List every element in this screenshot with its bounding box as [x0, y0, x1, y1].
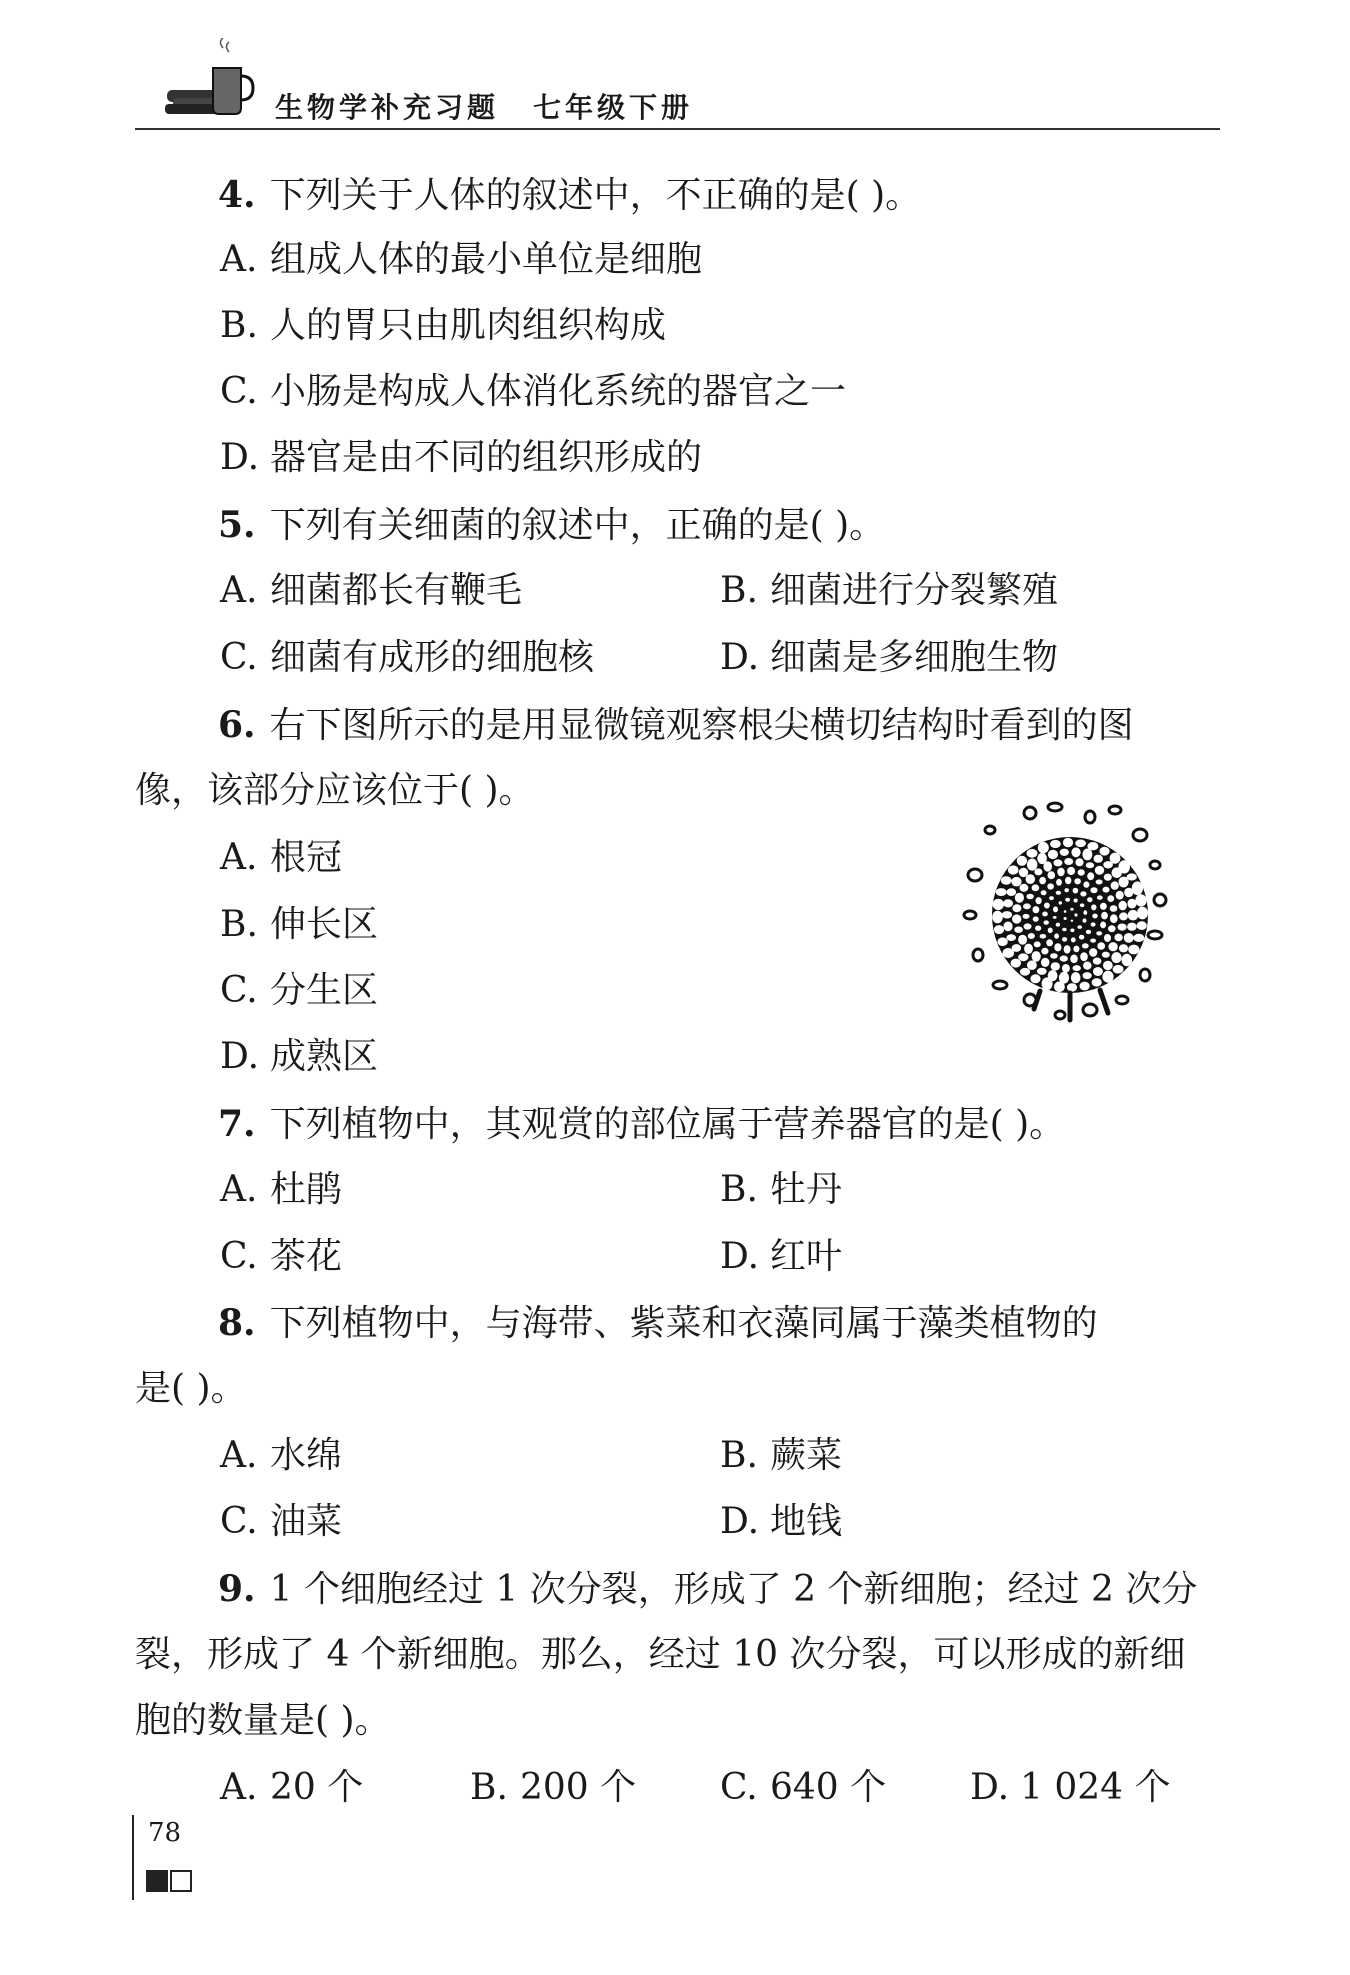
- cell: [1060, 849, 1069, 856]
- cell: [1007, 888, 1017, 896]
- question-8-option-a: A. 水绵: [220, 1435, 343, 1476]
- question-9-stem-cont: 裂，形成了 4 个新细胞。那么，经过 10 次分裂，可以形成的新细: [135, 1634, 1186, 1675]
- question-7-option-a: A. 杜鹃: [220, 1169, 343, 1210]
- cell: [1053, 859, 1062, 866]
- cell: [1035, 926, 1041, 931]
- cell: [1119, 912, 1128, 920]
- cell: [1083, 972, 1092, 979]
- cell: [1027, 849, 1038, 858]
- cell: [1104, 874, 1112, 881]
- cell: [1090, 887, 1097, 893]
- question-9-option-d: D. 1 024 个: [970, 1767, 1171, 1808]
- cell: [1080, 952, 1088, 961]
- cell: [1111, 881, 1119, 889]
- cell: [1064, 945, 1071, 953]
- cell: [1056, 891, 1061, 895]
- cell: [1071, 972, 1081, 983]
- cell: [1087, 897, 1092, 902]
- cell: [1008, 865, 1019, 874]
- cell: [1086, 862, 1094, 868]
- cell: [1110, 853, 1121, 864]
- outer-cell: [993, 981, 1007, 989]
- question-number: 4.: [218, 174, 256, 216]
- cell: [997, 937, 1007, 946]
- cell: [1096, 931, 1102, 935]
- question-6-option-a: A. 根冠: [220, 837, 343, 878]
- cell: [1041, 948, 1048, 955]
- question-7-option-d: D. 红叶: [720, 1236, 843, 1277]
- question-number: 7.: [218, 1103, 256, 1145]
- cell: [1065, 877, 1071, 884]
- cell: [1001, 876, 1012, 884]
- cell: [1083, 881, 1089, 887]
- cell: [1090, 939, 1096, 943]
- cell: [1110, 914, 1118, 923]
- cell: [1053, 916, 1057, 919]
- outer-cell: [985, 826, 995, 834]
- cell: [1002, 911, 1012, 918]
- question-8-stem: 8. 下列植物中，与海带、紫菜和衣藻同属于藻类植物的: [218, 1302, 1098, 1344]
- cell: [1067, 867, 1075, 875]
- cell: [1094, 855, 1103, 863]
- cell: [1114, 934, 1122, 942]
- cell: [1023, 914, 1030, 919]
- root-hair: [1034, 991, 1040, 1009]
- cell: [1064, 858, 1073, 865]
- cell: [1107, 895, 1114, 902]
- cell: [1044, 903, 1050, 909]
- cell: [1049, 896, 1054, 900]
- cell: [1019, 868, 1028, 877]
- outer-cell: [1133, 829, 1147, 841]
- cell: [992, 911, 1003, 924]
- question-6-stem-cont: 像，该部分应该位于( )。: [135, 770, 535, 811]
- cell: [1041, 958, 1050, 967]
- cell: [1104, 934, 1111, 942]
- cell: [1039, 877, 1046, 884]
- cell: [1012, 904, 1021, 912]
- cell: [1137, 907, 1148, 920]
- book-name: 生物学补充习题: [275, 91, 500, 124]
- cell: [1091, 922, 1096, 926]
- cell: [1070, 929, 1074, 933]
- cell: [1092, 978, 1102, 986]
- cell: [1048, 928, 1053, 934]
- question-4-option-d: D. 器官是由不同的组织形成的: [220, 437, 703, 478]
- cell: [1074, 878, 1081, 884]
- question-9-stem-cont2: 胞的数量是( )。: [135, 1700, 391, 1741]
- cell: [1037, 853, 1047, 864]
- cell: [1020, 968, 1030, 976]
- cell: [1110, 905, 1118, 912]
- cell: [1062, 964, 1070, 973]
- question-4-option-a: A. 组成人体的最小单位是细胞: [220, 239, 703, 280]
- cell: [1070, 955, 1078, 964]
- cell: [1027, 960, 1037, 970]
- question-4-option-b: B. 人的胃只由肌肉组织构成: [220, 305, 667, 346]
- root-hair: [1100, 990, 1108, 1013]
- question-6-option-c: C. 分生区: [220, 970, 379, 1011]
- outer-cell: [1083, 1004, 1097, 1016]
- cell: [1096, 880, 1103, 885]
- cell: [1078, 869, 1085, 875]
- cell: [1082, 943, 1089, 948]
- cell: [1077, 925, 1082, 928]
- filled-square-icon: [146, 1870, 168, 1892]
- cell: [1037, 968, 1047, 975]
- cell: [1093, 967, 1103, 976]
- cell: [1127, 923, 1137, 931]
- cell: [1119, 901, 1127, 911]
- question-5-option-d: D. 细菌是多细胞生物: [720, 637, 1059, 678]
- cell: [1074, 913, 1077, 916]
- cell: [1118, 924, 1127, 931]
- cell: [1073, 965, 1081, 971]
- cell: [1044, 920, 1049, 924]
- cell: [994, 925, 1004, 934]
- cell: [1026, 874, 1035, 884]
- question-8-option-c: C. 油菜: [220, 1501, 343, 1542]
- cell: [1033, 906, 1040, 913]
- cell: [1086, 930, 1091, 934]
- cell: [1102, 971, 1113, 983]
- cell: [1079, 935, 1084, 940]
- cell: [1046, 939, 1053, 946]
- cell: [1116, 891, 1124, 900]
- cell: [1048, 871, 1056, 879]
- outer-cell: [1140, 969, 1150, 981]
- cell: [1062, 928, 1067, 932]
- cell: [1128, 910, 1139, 921]
- question-5-option-a: A. 细菌都长有鞭毛: [220, 570, 523, 611]
- cell: [1122, 954, 1133, 966]
- cell: [1056, 923, 1060, 927]
- question-6-stem: 6. 右下图所示的是用显微镜观察根尖横切结构时看到的图: [218, 704, 1134, 746]
- cell: [1128, 945, 1139, 955]
- question-6-option-b: B. 伸长区: [220, 904, 379, 945]
- cell: [1012, 914, 1021, 923]
- cell: [1018, 935, 1027, 945]
- cell: [1003, 922, 1012, 932]
- cell: [1062, 937, 1067, 942]
- cell: [1054, 943, 1061, 951]
- question-number: 9.: [218, 1568, 256, 1610]
- cell: [1065, 898, 1070, 902]
- question-number: 6.: [218, 704, 256, 746]
- cell: [1051, 962, 1060, 970]
- outer-cell: [1055, 1011, 1065, 1019]
- cell: [1083, 910, 1087, 915]
- cell: [1102, 952, 1110, 958]
- grade-label: 七年级下册: [533, 91, 694, 124]
- cell: [996, 888, 1007, 896]
- cell: [1023, 903, 1031, 909]
- cell: [1073, 946, 1079, 953]
- cell: [1064, 910, 1067, 913]
- cell: [1080, 903, 1085, 907]
- cell: [1040, 934, 1047, 939]
- cell: [1024, 923, 1032, 929]
- cell: [1042, 912, 1048, 917]
- cell: [1041, 890, 1047, 895]
- cell: [1071, 937, 1076, 942]
- cell: [1071, 920, 1074, 922]
- cell: [1033, 916, 1039, 921]
- cell: [1108, 942, 1117, 951]
- page-marker-icon: [146, 1870, 194, 1892]
- question-number: 5.: [218, 504, 256, 546]
- cell: [1071, 847, 1080, 857]
- cell: [1050, 840, 1061, 848]
- question-4-option-c: C. 小肠是构成人体消化系统的器官之一: [220, 371, 847, 412]
- page-number: 78: [148, 1818, 182, 1848]
- cell: [1075, 858, 1083, 866]
- cell: [1003, 899, 1013, 907]
- question-9-option-a: A. 20 个: [220, 1767, 364, 1808]
- question-5-option-c: C. 细菌有成形的细胞核: [220, 637, 595, 678]
- cell: [1015, 893, 1024, 903]
- empty-square-icon: [170, 1870, 192, 1892]
- cell: [1014, 927, 1023, 933]
- outer-cell: [1150, 861, 1160, 869]
- question-5-stem: 5. 下列有关细菌的叙述中，正确的是( )。: [218, 504, 886, 546]
- cell: [1036, 897, 1042, 904]
- outer-cell: [1154, 894, 1166, 906]
- cell: [1060, 956, 1068, 962]
- cell: [1042, 977, 1053, 990]
- cell: [1103, 887, 1110, 893]
- cell: [1032, 884, 1040, 891]
- books-and-cup-icon: [163, 38, 273, 128]
- cell: [1127, 899, 1136, 909]
- cell: [1097, 895, 1103, 899]
- question-5-option-b: B. 细菌进行分裂繁殖: [720, 570, 1059, 611]
- outer-cell: [1116, 996, 1128, 1004]
- cell: [1119, 944, 1128, 952]
- cell: [1135, 894, 1146, 906]
- cell: [1057, 868, 1064, 877]
- page-header: [135, 38, 1220, 130]
- outer-cell: [968, 869, 982, 881]
- outer-cell: [1024, 807, 1036, 819]
- question-8-stem-cont: 是( )。: [135, 1368, 247, 1409]
- outer-cell: [1085, 811, 1095, 823]
- outer-cell: [1048, 803, 1062, 811]
- cell: [1032, 951, 1041, 962]
- cell: [1099, 847, 1109, 856]
- cell: [1030, 974, 1040, 983]
- cell: [1054, 933, 1059, 938]
- question-7-option-c: C. 茶花: [220, 1236, 343, 1277]
- cell: [1034, 941, 1041, 947]
- cell: [1089, 948, 1097, 957]
- cell: [1083, 962, 1092, 970]
- cell: [1054, 981, 1065, 992]
- cell: [1034, 868, 1042, 875]
- cell: [1100, 922, 1106, 929]
- cell: [1038, 842, 1049, 853]
- cell: [1006, 934, 1016, 941]
- cell: [1047, 883, 1054, 889]
- cell: [1018, 953, 1028, 961]
- cell: [1097, 942, 1105, 949]
- cell: [1137, 921, 1147, 930]
- question-7-stem: 7. 下列植物中，其观赏的部位属于营养器官的是( )。: [218, 1103, 1066, 1145]
- question-9-stem: 9. 1 个细胞经过 1 次分裂，形成了 2 个新细胞；经过 2 次分: [218, 1568, 1198, 1610]
- outer-cell: [973, 949, 983, 961]
- cell: [1093, 958, 1102, 965]
- cell: [1080, 982, 1090, 991]
- cell: [1091, 904, 1096, 910]
- cell: [1011, 959, 1021, 968]
- cell: [1124, 933, 1134, 943]
- cell: [993, 899, 1004, 910]
- question-9-option-c: C. 640 个: [720, 1767, 887, 1808]
- cell: [1108, 925, 1116, 932]
- root-cross-section-figure: [950, 795, 1190, 1035]
- cell: [1056, 879, 1062, 886]
- cell: [1064, 917, 1067, 920]
- cell: [1074, 899, 1078, 903]
- cell: [1011, 877, 1021, 887]
- cell: [1063, 838, 1073, 848]
- cell: [1048, 850, 1058, 859]
- cell: [1080, 891, 1086, 896]
- question-4-stem: 4. 下列关于人体的叙述中，不正确的是( )。: [218, 174, 922, 216]
- cell: [1087, 842, 1098, 850]
- cell: [1092, 914, 1097, 919]
- cell: [1026, 894, 1033, 900]
- cell: [1111, 952, 1121, 963]
- question-7-option-b: B. 牡丹: [720, 1169, 843, 1210]
- cell: [1103, 961, 1113, 970]
- question-number: 8.: [218, 1302, 256, 1344]
- cell: [1087, 872, 1094, 880]
- cell: [1132, 881, 1143, 895]
- cell: [1067, 983, 1077, 991]
- cell: [1053, 906, 1058, 912]
- cell: [1075, 840, 1086, 848]
- header-rule: [135, 128, 1220, 130]
- cell: [1082, 849, 1092, 861]
- cell: [1059, 901, 1063, 904]
- outer-cell: [964, 911, 976, 919]
- cell: [1050, 953, 1058, 959]
- cell: [1100, 903, 1107, 910]
- footer-rule: [132, 1815, 134, 1900]
- cell: [1101, 912, 1108, 920]
- cell: [1095, 866, 1104, 875]
- cell: [1020, 884, 1029, 892]
- cell: [1083, 918, 1087, 922]
- cell: [1064, 888, 1069, 892]
- outer-cell: [1148, 931, 1162, 939]
- cell: [1070, 908, 1073, 911]
- cell: [1073, 888, 1079, 894]
- cell: [1127, 873, 1137, 880]
- book-title: [275, 86, 693, 126]
- cell: [1118, 860, 1130, 873]
- question-6-option-d: D. 成熟区: [220, 1036, 379, 1077]
- cell: [1133, 934, 1144, 942]
- cell: [1003, 948, 1015, 958]
- outer-cell: [1109, 806, 1121, 814]
- cell: [1113, 965, 1124, 974]
- cell: [1024, 944, 1033, 954]
- cell: [1027, 859, 1037, 871]
- cell: [1017, 856, 1027, 866]
- question-9-option-b: B. 200 个: [470, 1767, 637, 1808]
- question-8-option-d: D. 地钱: [720, 1501, 843, 1542]
- cell: [1028, 933, 1035, 939]
- question-8-option-b: B. 蕨菜: [720, 1435, 843, 1476]
